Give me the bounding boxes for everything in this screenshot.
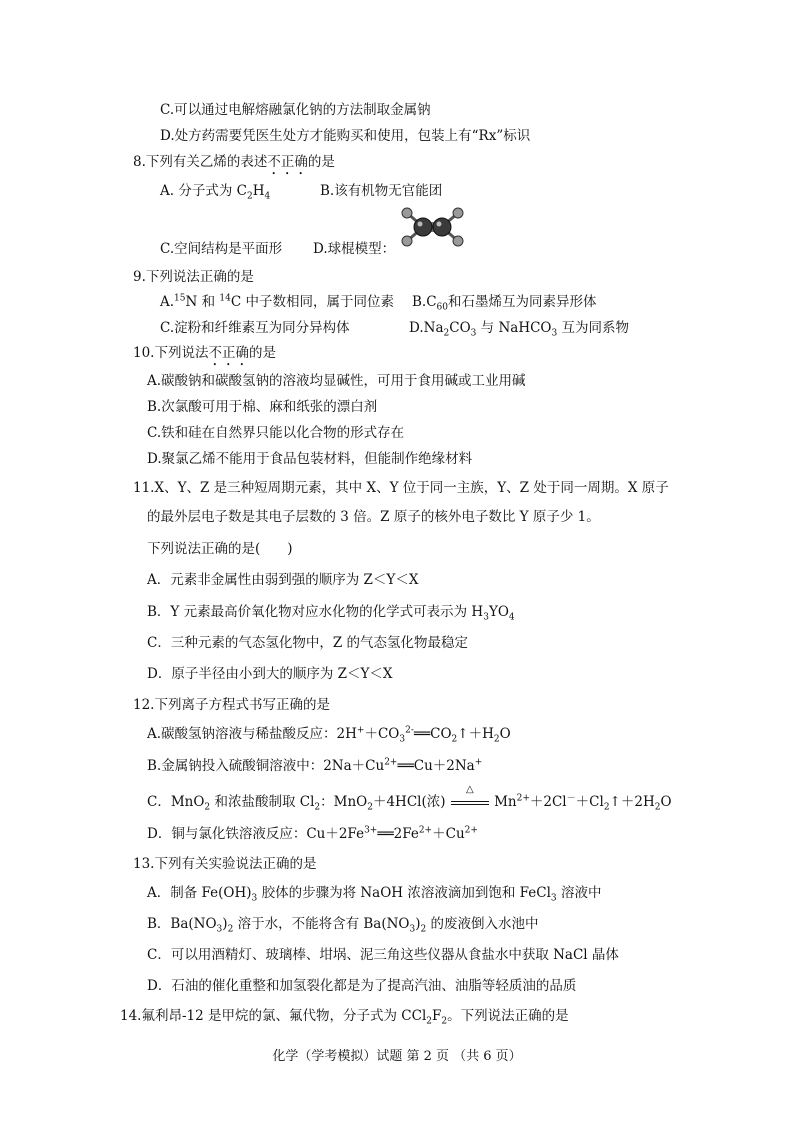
q9-stem: 9.下列说法正确的是 (133, 269, 254, 285)
q11-stem-line1: 11.X、Y、Z 是三种短周期元素，其中 X、Y 位于同一主族，Y、Z 处于同一周期。X 原子 (133, 480, 669, 496)
q8-option-b: B.该有机物无官能团 (320, 183, 443, 199)
q11-option-a: A．元素非金属性由弱到强的顺序为 Z＜Y＜X (147, 572, 419, 588)
q12-stem: 12.下列离子方程式书写正确的是 (133, 697, 330, 713)
q9-option-d: $D.Na_2CO_3$ 与 NaHCO$_3$ 互为同系物 (409, 320, 630, 339)
q11-option-b: B．Y 元素最高价氧化物对应水化物的化学式可表示为 $H_3YO_4$ (147, 604, 515, 623)
q13-stem: 13.下列有关实验说法正确的是 (133, 856, 317, 872)
q8-option-a: A. 分子式为 $C_2H_4$ (160, 183, 271, 202)
q11-option-c: C．三种元素的气态氢化物中，Z 的气态氢化物最稳定 (147, 635, 469, 651)
q13-option-c: C．可以用酒精灯、玻璃棒、坩埚、泥三角这些仪器从食盐水中获取 NaCl 晶体 (147, 947, 619, 963)
q14-stem: 14.氟利昂-12 是甲烷的氯、氟代物，分子式为 $CCl_2F_2$。下列说法正确的是 (120, 1008, 569, 1027)
q13-option-d: D．石油的催化重整和加氢裂化都是为了提高汽油、油脂等轻质油的品质 (147, 978, 577, 994)
q8-option-c: C.空间结构是平面形 (160, 241, 283, 257)
ethylene-ball-stick-model-image (395, 203, 470, 251)
q9-option-b: $B.C_{60}$和石墨烯互为同素异形体 (412, 294, 597, 313)
q12-option-d: D．铜与氯化铁溶液反应：$Cu+2Fe^{3+}══2Fe^{2+}+Cu^{2+}$ (147, 825, 478, 842)
q11-stem-line3: 下列说法正确的是( ) (147, 541, 293, 557)
q8-option-d: D.球棍模型： (313, 241, 396, 257)
q8-stem: 8.下列有关乙烯的表述不正确的是 (133, 154, 335, 170)
q13-option-b: B．$Ba(NO_3)_2$ 溶于水，不能将含有 $Ba(NO_3)_2$ 的废液倒入水池中 (147, 916, 539, 935)
q10-option-b: B.次氯酸可用于棉、麻和纸张的漂白剂 (147, 399, 378, 415)
q13-option-a: A．制备 $Fe(OH)_3$ 胶体的步骤为将 NaOH 浓溶液滴加到饱和 FeCl$_3$ 溶液中 (147, 885, 602, 904)
q12-option-b: B.金属钠投入硫酸铜溶液中：$2Na+Cu^{2+}══Cu+2Na^+$ (147, 757, 483, 774)
q11-option-d: D．原子半径由小到大的顺序为 Z＜Y＜X (147, 666, 393, 682)
q10-option-c: C.铁和硅在自然界只能以化合物的形式存在 (147, 425, 405, 441)
q10-option-a: A.碳酸钠和碳酸氢钠的溶液均显碱性，可用于食用碱或工业用碱 (147, 373, 526, 389)
q7-option-c: C.可以通过电解熔融氯化钠的方法制取金属钠 (160, 102, 431, 118)
q11-stem-line2: 的最外层电子数是其电子层数的 3 倍。Z 原子的核外电子数比 Y 原子少 1。 (147, 509, 600, 525)
q9-option-a: A.$^{15}$N 和 $^{14}$C 中子数相同，属于同位素 (160, 293, 394, 310)
q10-stem: 10.下列说法不正确的是 (133, 345, 276, 361)
q12-option-c: C．MnO$_2$ 和浓盐酸制取 $Cl_2$：MnO$_2$＋4HCl(浓) △ $Mn^{2+}+2Cl^-+Cl_2↑+2H_2O$ (147, 784, 672, 813)
q7-option-d: D.处方药需要凭医生处方才能购买和使用，包装上有“Rx”标识 (160, 128, 531, 144)
page-footer: 化学（学考模拟）试题 第 2 页 （共 6 页） (272, 1049, 522, 1064)
q9-option-c: C.淀粉和纤维素互为同分异构体 (160, 320, 350, 336)
q12-option-a: A.碳酸氢钠溶液与稀盐酸反应：$2H^++CO_3^{2-}══CO_2↑+H_2O$ (147, 725, 511, 745)
q10-option-d: D.聚氯乙烯不能用于食品包装材料，但能制作绝缘材料 (147, 451, 473, 467)
